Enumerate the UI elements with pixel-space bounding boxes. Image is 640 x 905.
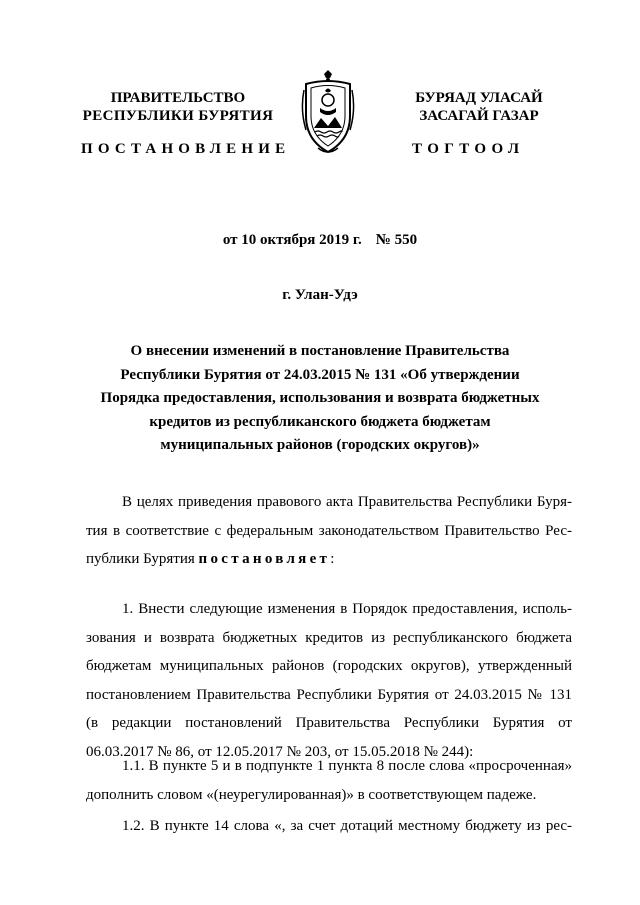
text-line: зования и возврата бюджетных кредитов из республиканского бюджета xyxy=(86,629,572,646)
item-1-1-paragraph xyxy=(86,752,572,809)
text-line: постановлением Правительства Республики Бурятия от 24.03.2015 № 131 xyxy=(86,686,572,703)
text-line: дополнить словом «(неурегулированная)» в соответствующем падеже. xyxy=(86,786,537,803)
title-line: О внесении изменений в постановление Правительства xyxy=(130,343,510,359)
text-line xyxy=(86,545,572,574)
resolves-suffix: : xyxy=(330,551,335,567)
issuer-ru xyxy=(62,89,294,125)
coat-of-arms-icon xyxy=(298,70,358,156)
date-number-line xyxy=(0,232,640,249)
issuer-ru-line2: РЕСПУБЛИКИ БУРЯТИЯ xyxy=(82,108,274,124)
resolves-word: постановляет xyxy=(198,551,331,567)
text-line: тия в соответствие с федеральным законодательством Правительство Рес- xyxy=(86,522,572,539)
document-title xyxy=(60,340,580,458)
text-line: бюджетам муниципальных районов (городских округов), утвержденный xyxy=(86,658,572,674)
title-line: кредитов из республиканского бюджета бюджетам xyxy=(149,413,491,430)
issuer-bua xyxy=(378,89,580,125)
issuer-bua-line1: БУРЯАД УЛАСАЙ xyxy=(415,90,543,106)
document-number: № 550 xyxy=(375,232,418,248)
text-line: 1.2. В пункте 14 слова «, за счет дотаций местному бюджету из рес- xyxy=(122,818,572,834)
text-line: 1.1. В пункте 5 и в подпункте 1 пункта 8 после слова «просроченная» xyxy=(122,758,572,774)
issuer-bua-line2: ЗАСАГАЙ ГАЗАР xyxy=(419,108,539,124)
text-line: В целях приведения правового акта Правительства Республики Буря- xyxy=(122,494,572,510)
preamble-paragraph xyxy=(86,488,572,574)
text-line: 06.03.2017 № 86, от 12.05.2017 № 203, от 15.05.2018 № 244): xyxy=(86,743,474,760)
title-line: Республики Бурятия от 24.03.2015 № 131 «Об утверждении xyxy=(120,366,520,383)
resolves-prefix: публики Бурятия xyxy=(86,551,199,567)
document-city: г. Улан-Удэ xyxy=(282,287,358,303)
issuer-ru-line1: ПРАВИТЕЛЬСТВО xyxy=(110,90,246,106)
item-1-paragraph xyxy=(86,595,572,766)
title-line: Порядка предоставления, использования и возврата бюджетных xyxy=(100,390,540,406)
doc-kind-ru: ПОСТАНОВЛЕНИЕ xyxy=(81,141,291,157)
text-line: (в редакции постановлений Правительства Республики Бурятия от xyxy=(86,715,572,731)
doc-kind-bua: ТОГТООЛ xyxy=(412,141,525,157)
document-date: от 10 октября 2019 г. xyxy=(222,232,362,248)
title-line: муниципальных районов (городских округов)» xyxy=(160,437,480,453)
item-1-2-paragraph xyxy=(86,812,572,841)
text-line: 1. Внести следующие изменения в Порядок предоставления, исполь- xyxy=(122,601,572,617)
